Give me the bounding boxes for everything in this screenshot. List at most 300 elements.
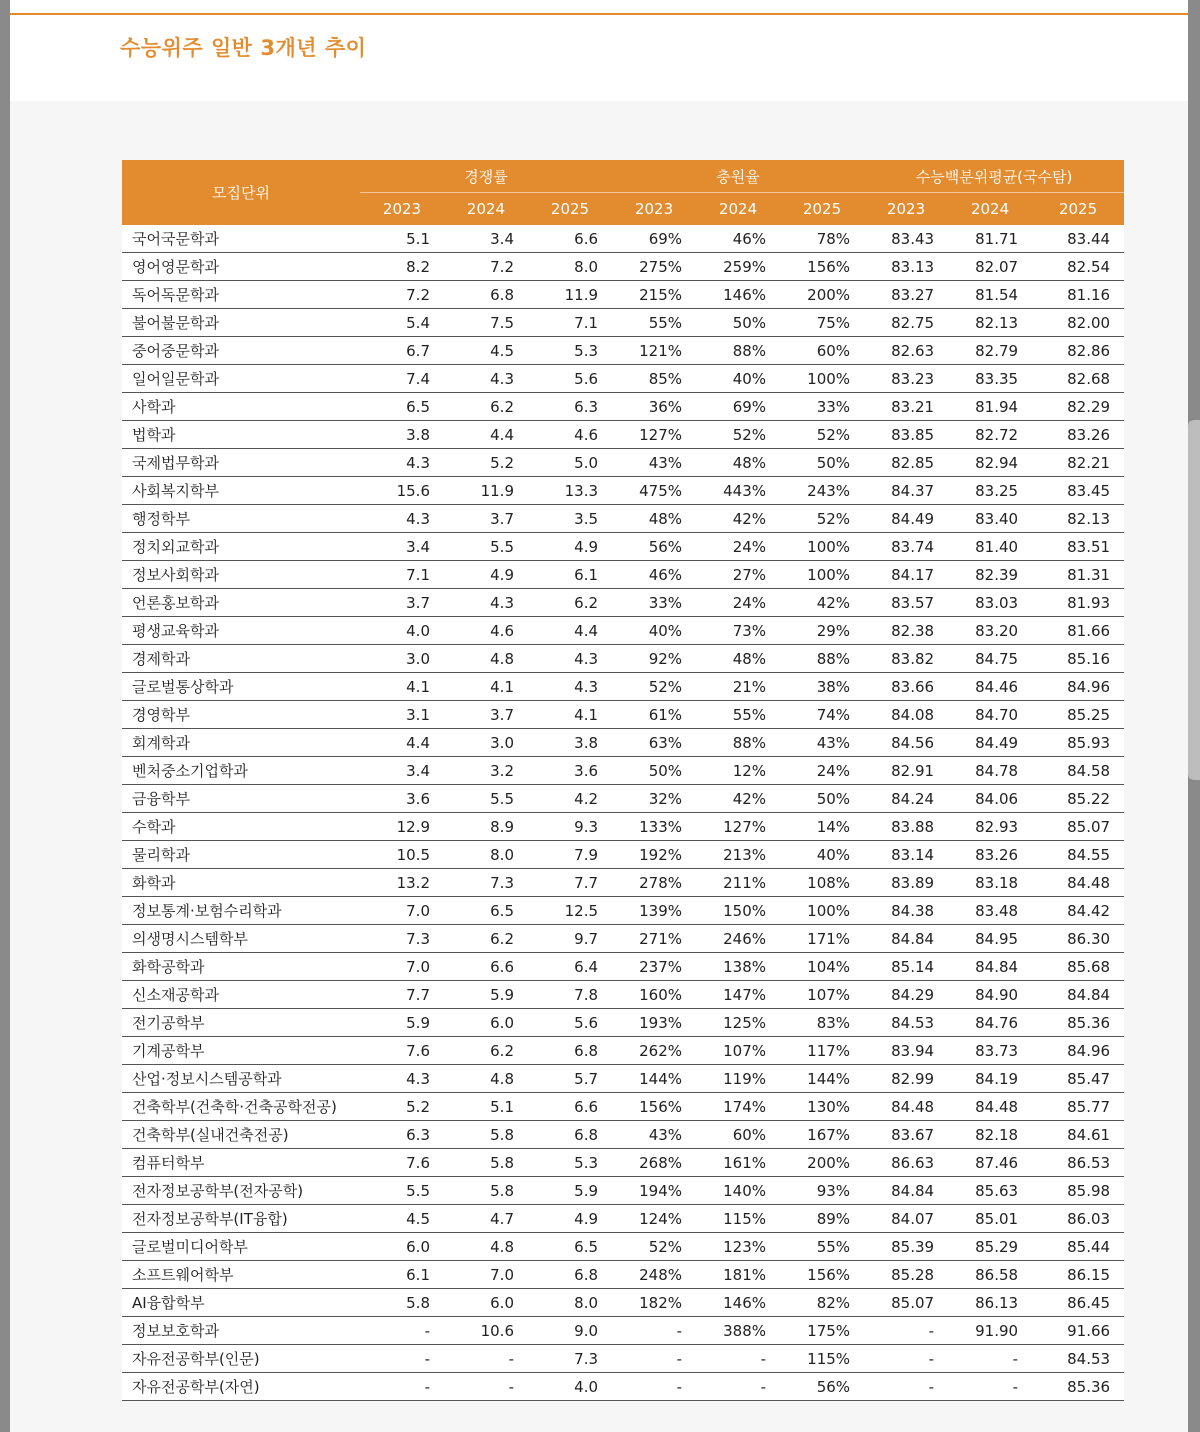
value-cell: 133% bbox=[612, 813, 696, 841]
value-cell: 83.26 bbox=[1032, 421, 1124, 449]
value-cell: 27% bbox=[696, 561, 780, 589]
year-header: 2023 bbox=[864, 193, 948, 225]
value-cell: 6.5 bbox=[528, 1233, 612, 1261]
value-cell: 161% bbox=[696, 1149, 780, 1177]
value-cell: 85% bbox=[612, 365, 696, 393]
value-cell: 100% bbox=[780, 365, 864, 393]
value-cell: 5.5 bbox=[444, 785, 528, 813]
value-cell: 5.3 bbox=[528, 1149, 612, 1177]
value-cell: 85.14 bbox=[864, 953, 948, 981]
value-cell: 85.16 bbox=[1032, 645, 1124, 673]
unit-name-cell: 자유전공학부(자연) bbox=[122, 1373, 360, 1401]
value-cell: 84.24 bbox=[864, 785, 948, 813]
unit-name-cell: 영어영문학과 bbox=[122, 253, 360, 281]
table-row bbox=[122, 785, 1124, 813]
value-cell: 85.22 bbox=[1032, 785, 1124, 813]
value-cell: 11.9 bbox=[528, 281, 612, 309]
table-row bbox=[122, 897, 1124, 925]
table-row bbox=[122, 1345, 1124, 1373]
value-cell: 52% bbox=[612, 1233, 696, 1261]
value-cell: 83.88 bbox=[864, 813, 948, 841]
table-row bbox=[122, 1065, 1124, 1093]
value-cell: 29% bbox=[780, 617, 864, 645]
value-cell: 5.0 bbox=[528, 449, 612, 477]
value-cell: 6.2 bbox=[444, 925, 528, 953]
value-cell: 7.9 bbox=[528, 841, 612, 869]
table-row bbox=[122, 953, 1124, 981]
value-cell: 13.3 bbox=[528, 477, 612, 505]
value-cell: 5.7 bbox=[528, 1065, 612, 1093]
table-body bbox=[122, 225, 1124, 1401]
title-card bbox=[10, 0, 1188, 101]
unit-name-cell: 컴퓨터학부 bbox=[122, 1149, 360, 1177]
value-cell: 84.55 bbox=[1032, 841, 1124, 869]
value-cell: 85.44 bbox=[1032, 1233, 1124, 1261]
unit-name-cell: 일어일문학과 bbox=[122, 365, 360, 393]
csat-percentile-header bbox=[864, 160, 1124, 193]
value-cell: 84.84 bbox=[864, 1177, 948, 1205]
unit-name-cell: 전자정보공학부(전자공학) bbox=[122, 1177, 360, 1205]
value-cell: 83.21 bbox=[864, 393, 948, 421]
value-cell: 175% bbox=[780, 1317, 864, 1345]
value-cell: 86.58 bbox=[948, 1261, 1032, 1289]
value-cell: 48% bbox=[612, 505, 696, 533]
value-cell: 82.13 bbox=[1032, 505, 1124, 533]
value-cell: 50% bbox=[780, 785, 864, 813]
table-row bbox=[122, 841, 1124, 869]
value-cell: 3.1 bbox=[360, 701, 444, 729]
value-cell: 48% bbox=[696, 449, 780, 477]
value-cell: 6.5 bbox=[444, 897, 528, 925]
table-row bbox=[122, 1121, 1124, 1149]
value-cell: 6.3 bbox=[528, 393, 612, 421]
value-cell: 82.85 bbox=[864, 449, 948, 477]
value-cell: 6.0 bbox=[444, 1289, 528, 1317]
value-cell: 81.31 bbox=[1032, 561, 1124, 589]
table-row bbox=[122, 281, 1124, 309]
value-cell: 5.6 bbox=[528, 365, 612, 393]
value-cell: 55% bbox=[612, 309, 696, 337]
value-cell: 5.6 bbox=[528, 1009, 612, 1037]
value-cell: 243% bbox=[780, 477, 864, 505]
value-cell: 3.2 bbox=[444, 757, 528, 785]
value-cell: 6.6 bbox=[444, 953, 528, 981]
value-cell: 82.72 bbox=[948, 421, 1032, 449]
value-cell: 85.77 bbox=[1032, 1093, 1124, 1121]
value-cell: 86.45 bbox=[1032, 1289, 1124, 1317]
year-header: 2023 bbox=[612, 193, 696, 225]
value-cell: 6.0 bbox=[360, 1233, 444, 1261]
table-row bbox=[122, 673, 1124, 701]
value-cell: - bbox=[444, 1373, 528, 1401]
value-cell: 86.63 bbox=[864, 1149, 948, 1177]
value-cell: 84.49 bbox=[864, 505, 948, 533]
value-cell: 182% bbox=[612, 1289, 696, 1317]
value-cell: 84.29 bbox=[864, 981, 948, 1009]
value-cell: - bbox=[360, 1345, 444, 1373]
value-cell: 84.84 bbox=[864, 925, 948, 953]
value-cell: 81.40 bbox=[948, 533, 1032, 561]
unit-header: 모집단위 bbox=[122, 160, 360, 225]
value-cell: 84.58 bbox=[1032, 757, 1124, 785]
value-cell: 8.9 bbox=[444, 813, 528, 841]
value-cell: 84.96 bbox=[1032, 673, 1124, 701]
value-cell: 91.90 bbox=[948, 1317, 1032, 1345]
value-cell: 4.1 bbox=[444, 673, 528, 701]
value-cell: 4.8 bbox=[444, 645, 528, 673]
value-cell: - bbox=[360, 1373, 444, 1401]
value-cell: 3.4 bbox=[444, 225, 528, 253]
value-cell: 4.3 bbox=[528, 673, 612, 701]
value-cell: 82.86 bbox=[1032, 337, 1124, 365]
value-cell: 88% bbox=[696, 337, 780, 365]
unit-name-cell: 수학과 bbox=[122, 813, 360, 841]
value-cell: 82.39 bbox=[948, 561, 1032, 589]
value-cell: 84.90 bbox=[948, 981, 1032, 1009]
value-cell: 3.6 bbox=[360, 785, 444, 813]
value-cell: 5.5 bbox=[360, 1177, 444, 1205]
table-row bbox=[122, 1177, 1124, 1205]
value-cell: 3.8 bbox=[528, 729, 612, 757]
value-cell: 6.8 bbox=[528, 1121, 612, 1149]
value-cell: 4.5 bbox=[444, 337, 528, 365]
value-cell: 83.89 bbox=[864, 869, 948, 897]
value-cell: 192% bbox=[612, 841, 696, 869]
value-cell: 82.93 bbox=[948, 813, 1032, 841]
value-cell: 69% bbox=[612, 225, 696, 253]
value-cell: - bbox=[444, 1345, 528, 1373]
value-cell: 11.9 bbox=[444, 477, 528, 505]
value-cell: 81.66 bbox=[1032, 617, 1124, 645]
value-cell: 4.7 bbox=[444, 1205, 528, 1233]
value-cell: 55% bbox=[780, 1233, 864, 1261]
value-cell: 82% bbox=[780, 1289, 864, 1317]
table-row bbox=[122, 1233, 1124, 1261]
table-row bbox=[122, 1317, 1124, 1345]
csat-percentile-label: 수능백분위평균(국수탐) bbox=[915, 168, 1073, 186]
value-cell: 38% bbox=[780, 673, 864, 701]
value-cell: 83.03 bbox=[948, 589, 1032, 617]
value-cell: 82.68 bbox=[1032, 365, 1124, 393]
value-cell: 82.38 bbox=[864, 617, 948, 645]
value-cell: 146% bbox=[696, 281, 780, 309]
unit-name-cell: 화학공학과 bbox=[122, 953, 360, 981]
value-cell: 84.08 bbox=[864, 701, 948, 729]
fill-rate-label: 충원율 bbox=[716, 168, 760, 186]
value-cell: 5.9 bbox=[528, 1177, 612, 1205]
unit-name-cell: 국제법무학과 bbox=[122, 449, 360, 477]
fill-rate-header bbox=[612, 160, 864, 193]
value-cell: 86.30 bbox=[1032, 925, 1124, 953]
unit-name-cell: 소프트웨어학부 bbox=[122, 1261, 360, 1289]
table-row bbox=[122, 1373, 1124, 1401]
value-cell: 84.07 bbox=[864, 1205, 948, 1233]
value-cell: 82.00 bbox=[1032, 309, 1124, 337]
year-header: 2025 bbox=[780, 193, 864, 225]
value-cell: 7.0 bbox=[444, 1261, 528, 1289]
value-cell: 4.8 bbox=[444, 1233, 528, 1261]
table-row bbox=[122, 701, 1124, 729]
value-cell: 9.3 bbox=[528, 813, 612, 841]
value-cell: 3.6 bbox=[528, 757, 612, 785]
unit-name-cell: 건축학부(건축학·건축공학전공) bbox=[122, 1093, 360, 1121]
value-cell: 84.49 bbox=[948, 729, 1032, 757]
value-cell: 3.5 bbox=[528, 505, 612, 533]
value-cell: 81.16 bbox=[1032, 281, 1124, 309]
value-cell: 7.0 bbox=[360, 897, 444, 925]
value-cell: 82.21 bbox=[1032, 449, 1124, 477]
value-cell: 194% bbox=[612, 1177, 696, 1205]
value-cell: 4.6 bbox=[528, 421, 612, 449]
value-cell: 7.1 bbox=[528, 309, 612, 337]
table-row bbox=[122, 561, 1124, 589]
table-row bbox=[122, 449, 1124, 477]
value-cell: 84.38 bbox=[864, 897, 948, 925]
unit-name-cell: AI융합학부 bbox=[122, 1289, 360, 1317]
value-cell: 119% bbox=[696, 1065, 780, 1093]
value-cell: 146% bbox=[696, 1289, 780, 1317]
value-cell: 127% bbox=[696, 813, 780, 841]
value-cell: 56% bbox=[780, 1373, 864, 1401]
value-cell: 82.07 bbox=[948, 253, 1032, 281]
value-cell: 83.43 bbox=[864, 225, 948, 253]
value-cell: 83.20 bbox=[948, 617, 1032, 645]
value-cell: 83.13 bbox=[864, 253, 948, 281]
value-cell: 83.66 bbox=[864, 673, 948, 701]
value-cell: 84.53 bbox=[1032, 1345, 1124, 1373]
unit-name-cell: 국어국문학과 bbox=[122, 225, 360, 253]
value-cell: 55% bbox=[696, 701, 780, 729]
value-cell: 130% bbox=[780, 1093, 864, 1121]
value-cell: 43% bbox=[780, 729, 864, 757]
unit-name-cell: 정보사회학과 bbox=[122, 561, 360, 589]
value-cell: 82.29 bbox=[1032, 393, 1124, 421]
value-cell: 86.13 bbox=[948, 1289, 1032, 1317]
unit-name-cell: 전자정보공학부(IT융합) bbox=[122, 1205, 360, 1233]
value-cell: 115% bbox=[780, 1345, 864, 1373]
value-cell: 4.3 bbox=[360, 505, 444, 533]
table-row bbox=[122, 309, 1124, 337]
unit-name-cell: 행정학부 bbox=[122, 505, 360, 533]
value-cell: 4.3 bbox=[528, 645, 612, 673]
value-cell: 50% bbox=[696, 309, 780, 337]
table-row bbox=[122, 617, 1124, 645]
value-cell: 248% bbox=[612, 1261, 696, 1289]
value-cell: 81.94 bbox=[948, 393, 1032, 421]
value-cell: 63% bbox=[612, 729, 696, 757]
value-cell: 6.8 bbox=[528, 1037, 612, 1065]
value-cell: 3.7 bbox=[444, 701, 528, 729]
value-cell: 92% bbox=[612, 645, 696, 673]
unit-name-cell: 산업·정보시스템공학과 bbox=[122, 1065, 360, 1093]
value-cell: 84.84 bbox=[948, 953, 1032, 981]
value-cell: 85.07 bbox=[864, 1289, 948, 1317]
value-cell: 83.67 bbox=[864, 1121, 948, 1149]
table-row bbox=[122, 925, 1124, 953]
value-cell: 13.2 bbox=[360, 869, 444, 897]
value-cell: 88% bbox=[696, 729, 780, 757]
value-cell: 5.8 bbox=[444, 1121, 528, 1149]
value-cell: 83.14 bbox=[864, 841, 948, 869]
value-cell: - bbox=[864, 1345, 948, 1373]
value-cell: 160% bbox=[612, 981, 696, 1009]
value-cell: 40% bbox=[696, 365, 780, 393]
value-cell: 156% bbox=[780, 253, 864, 281]
value-cell: 4.4 bbox=[444, 421, 528, 449]
value-cell: 85.68 bbox=[1032, 953, 1124, 981]
unit-name-cell: 벤처중소기업학과 bbox=[122, 757, 360, 785]
value-cell: 69% bbox=[696, 393, 780, 421]
value-cell: 475% bbox=[612, 477, 696, 505]
value-cell: 108% bbox=[780, 869, 864, 897]
year-header: 2025 bbox=[528, 193, 612, 225]
unit-name-cell: 평생교육학과 bbox=[122, 617, 360, 645]
value-cell: 140% bbox=[696, 1177, 780, 1205]
value-cell: 84.78 bbox=[948, 757, 1032, 785]
value-cell: 83% bbox=[780, 1009, 864, 1037]
value-cell: - bbox=[612, 1345, 696, 1373]
table-row bbox=[122, 645, 1124, 673]
value-cell: 24% bbox=[780, 757, 864, 785]
value-cell: 3.8 bbox=[360, 421, 444, 449]
value-cell: 6.1 bbox=[528, 561, 612, 589]
value-cell: - bbox=[948, 1345, 1032, 1373]
unit-name-cell: 언론홍보학과 bbox=[122, 589, 360, 617]
value-cell: 115% bbox=[696, 1205, 780, 1233]
value-cell: 46% bbox=[696, 225, 780, 253]
value-cell: 181% bbox=[696, 1261, 780, 1289]
value-cell: 83.57 bbox=[864, 589, 948, 617]
value-cell: - bbox=[696, 1345, 780, 1373]
value-cell: - bbox=[864, 1373, 948, 1401]
value-cell: 100% bbox=[780, 897, 864, 925]
value-cell: 4.9 bbox=[444, 561, 528, 589]
value-cell: 78% bbox=[780, 225, 864, 253]
value-cell: 6.7 bbox=[360, 337, 444, 365]
value-cell: 167% bbox=[780, 1121, 864, 1149]
value-cell: 100% bbox=[780, 533, 864, 561]
value-cell: - bbox=[696, 1373, 780, 1401]
value-cell: 33% bbox=[780, 393, 864, 421]
unit-name-cell: 경영학부 bbox=[122, 701, 360, 729]
value-cell: 200% bbox=[780, 1149, 864, 1177]
value-cell: 12.9 bbox=[360, 813, 444, 841]
value-cell: 193% bbox=[612, 1009, 696, 1037]
value-cell: 4.3 bbox=[360, 449, 444, 477]
year-header: 2024 bbox=[444, 193, 528, 225]
value-cell: 85.01 bbox=[948, 1205, 1032, 1233]
value-cell: 138% bbox=[696, 953, 780, 981]
value-cell: 4.9 bbox=[528, 1205, 612, 1233]
value-cell: 83.25 bbox=[948, 477, 1032, 505]
value-cell: 3.0 bbox=[444, 729, 528, 757]
value-cell: 156% bbox=[612, 1093, 696, 1121]
value-cell: 91.66 bbox=[1032, 1317, 1124, 1345]
value-cell: 6.8 bbox=[444, 281, 528, 309]
value-cell: 4.1 bbox=[528, 701, 612, 729]
value-cell: - bbox=[360, 1317, 444, 1345]
value-cell: 84.42 bbox=[1032, 897, 1124, 925]
value-cell: 83.44 bbox=[1032, 225, 1124, 253]
table-row bbox=[122, 1149, 1124, 1177]
table-row bbox=[122, 505, 1124, 533]
value-cell: 33% bbox=[612, 589, 696, 617]
value-cell: 82.79 bbox=[948, 337, 1032, 365]
value-cell: 87.46 bbox=[948, 1149, 1032, 1177]
value-cell: 43% bbox=[612, 1121, 696, 1149]
value-cell: 6.8 bbox=[528, 1261, 612, 1289]
table-row bbox=[122, 253, 1124, 281]
value-cell: 268% bbox=[612, 1149, 696, 1177]
value-cell: 262% bbox=[612, 1037, 696, 1065]
value-cell: 85.47 bbox=[1032, 1065, 1124, 1093]
unit-name-cell: 전기공학부 bbox=[122, 1009, 360, 1037]
value-cell: 6.1 bbox=[360, 1261, 444, 1289]
value-cell: 50% bbox=[612, 757, 696, 785]
value-cell: 43% bbox=[612, 449, 696, 477]
value-cell: 52% bbox=[696, 421, 780, 449]
value-cell: 4.4 bbox=[360, 729, 444, 757]
value-cell: 9.7 bbox=[528, 925, 612, 953]
value-cell: 84.46 bbox=[948, 673, 1032, 701]
value-cell: 36% bbox=[612, 393, 696, 421]
value-cell: 7.4 bbox=[360, 365, 444, 393]
value-cell: 84.48 bbox=[1032, 869, 1124, 897]
value-cell: 82.94 bbox=[948, 449, 1032, 477]
table-row bbox=[122, 757, 1124, 785]
value-cell: 6.2 bbox=[528, 589, 612, 617]
value-cell: 46% bbox=[612, 561, 696, 589]
value-cell: 107% bbox=[780, 981, 864, 1009]
value-cell: 85.29 bbox=[948, 1233, 1032, 1261]
value-cell: 7.0 bbox=[360, 953, 444, 981]
value-cell: 84.48 bbox=[948, 1093, 1032, 1121]
value-cell: 211% bbox=[696, 869, 780, 897]
value-cell: 7.2 bbox=[444, 253, 528, 281]
value-cell: 86.03 bbox=[1032, 1205, 1124, 1233]
value-cell: 6.5 bbox=[360, 393, 444, 421]
value-cell: 85.98 bbox=[1032, 1177, 1124, 1205]
value-cell: 5.2 bbox=[360, 1093, 444, 1121]
value-cell: - bbox=[948, 1373, 1032, 1401]
value-cell: 271% bbox=[612, 925, 696, 953]
value-cell: 237% bbox=[612, 953, 696, 981]
unit-name-cell: 금융학부 bbox=[122, 785, 360, 813]
value-cell: 82.54 bbox=[1032, 253, 1124, 281]
value-cell: 83.45 bbox=[1032, 477, 1124, 505]
value-cell: 56% bbox=[612, 533, 696, 561]
value-cell: 4.4 bbox=[528, 617, 612, 645]
value-cell: 6.0 bbox=[444, 1009, 528, 1037]
value-cell: 5.1 bbox=[444, 1093, 528, 1121]
unit-name-cell: 정보보호학과 bbox=[122, 1317, 360, 1345]
value-cell: 3.7 bbox=[360, 589, 444, 617]
value-cell: 82.63 bbox=[864, 337, 948, 365]
value-cell: 7.6 bbox=[360, 1149, 444, 1177]
value-cell: 85.39 bbox=[864, 1233, 948, 1261]
value-cell: 83.85 bbox=[864, 421, 948, 449]
table-row bbox=[122, 1009, 1124, 1037]
value-cell: 82.18 bbox=[948, 1121, 1032, 1149]
value-cell: 81.93 bbox=[1032, 589, 1124, 617]
scroll-handle[interactable] bbox=[1188, 420, 1200, 780]
value-cell: 139% bbox=[612, 897, 696, 925]
unit-name-cell: 불어불문학과 bbox=[122, 309, 360, 337]
value-cell: 40% bbox=[612, 617, 696, 645]
unit-name-cell: 중어중문학과 bbox=[122, 337, 360, 365]
unit-name-cell: 물리학과 bbox=[122, 841, 360, 869]
value-cell: 50% bbox=[780, 449, 864, 477]
